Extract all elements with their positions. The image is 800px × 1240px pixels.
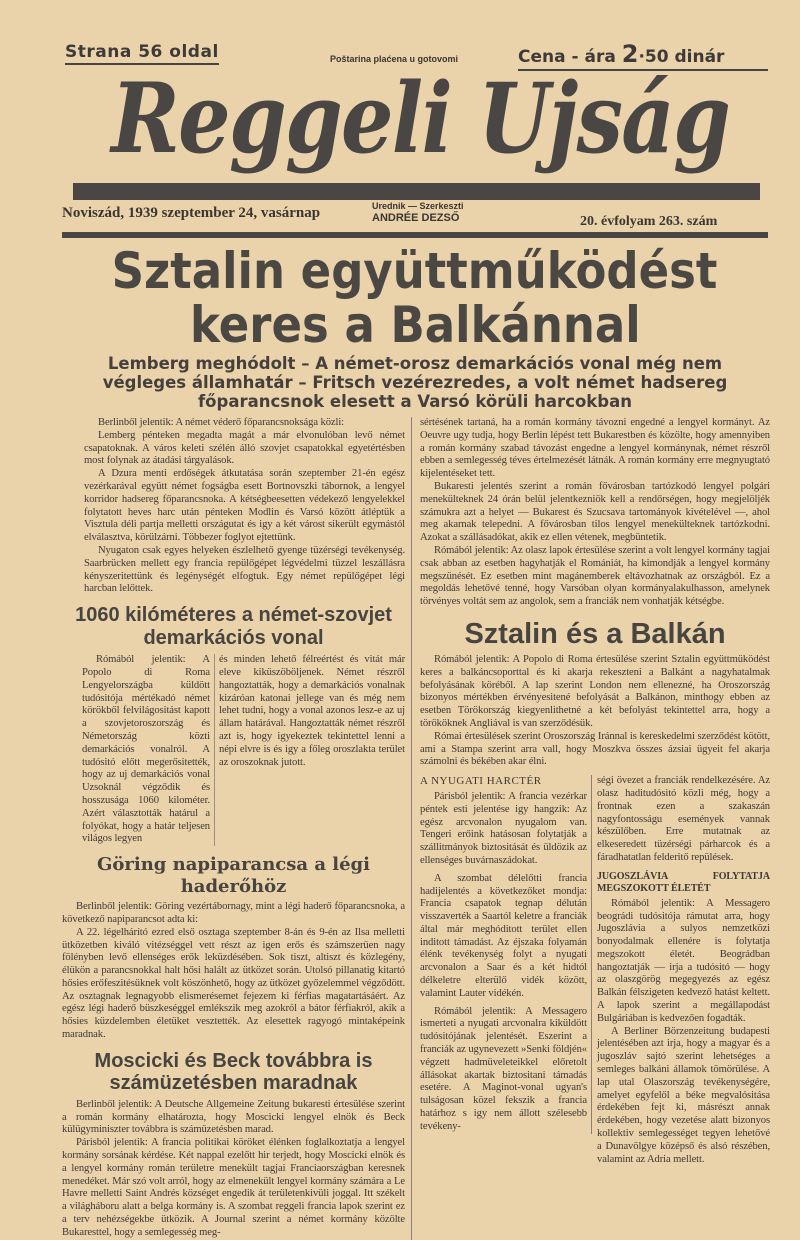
article-1060-headline: 1060 kilóméteres a német-szovjet demarkációs vonal (75, 604, 392, 650)
paragraph: A Berliner Börzenzeitung budapesti jelentésében azt irja, hogy a magyar és a jugoszláv sajtó szerint lehetséges a semleges balkáni államok tömörülése. A lap utal Olaszország tevékenységére, amelyet egyfelől a béke megvalósitása érdekében fejt ki, másrészt annak érdekében, hogy vezetése alatt bizonyos kollektiv semlegességet tegyen lehetővé a Dunavölgye középső és alsó részében, valamint az Adria mellett. (597, 1025, 770, 1165)
postage-note: Poštarina plaćena u gotovomi (330, 54, 459, 64)
dateline: Noviszád, 1939 szeptember 24, vasárnap (62, 205, 321, 221)
article-moscicki-body (62, 1099, 405, 1240)
paragraph: és minden lehető félreértést és vitát már eleve kiküszöböljenek. Német részről hangoztatták, hogy a demarkációs vonalnak kizáróan katonai jellege van és még nem lehet tudni, hogy a vonal azonos lesz-e az uj állam határával. Hangoztatták német részről azt is, hogy igyekeztek tekintettel lenni a népi elvre is és igy a főleg oroszlakta terület az oroszoknak jutott. (219, 654, 405, 768)
article-moscicki-headline: Moscicki és Beck továbbra is számüzetésben maradnak (94, 1049, 373, 1094)
left-column (60, 417, 412, 1240)
section-label: JUGOSZLÁVIA FOLYTATJA MEGSZOKOTT ÉLETÉT (597, 870, 770, 894)
lead-article-right (420, 417, 770, 609)
article-western-front (420, 775, 592, 1134)
paragraph: Berlinből jelentik: Göring vezértábornagy, mint a légi haderő főparancsnoka, a következő napiparancsot adta ki: (62, 901, 405, 925)
masthead-rule (62, 232, 768, 238)
newspaper-logo (70, 58, 770, 180)
paragraph: Rómából jelentik: A Messagero ismerteti a nyugati arcvonalra kiküldött tudósitójának jelentését. Eszerint a franciák az ugynevezett »Senki földjén« végzett hadmüveleteikkel előretolt állásokat akartak biztositani támadás esetére. A Maginot-vonal ugyan's tulságosan közel fekszik a francia határhoz s igy nem állott szélesebb tevékeny- (420, 1005, 587, 1132)
lead-subheadline: Lemberg meghódolt – A német-orosz demarkációs vonal még nem végleges államhatár – Fritsch vezérezredes, a volt német hadsereg főparancsnok elesett a Varsó körüli harcokban (102, 354, 728, 411)
paragraph: A 22. légelhárító ezred első osztaga szeptember 8-án és 9-én az Ilsa melletti ütközetben kiváló vitézséggel vett részt az igen erős és számszerüen nagy fölényben levő ellenséges erők leküzdésében. Sok tiszt, altiszt és közlegény, élükön a parancsnokkal halt hősi halált az ütközet során. Utolsó pillanatig kitartó hősies erőfeszitésüknek volt köszönhető, hogy az ütközet győzelemmel végződött. Az osztagnak legnagyobb elismerésemet fejezem ki férfias magatartásáért. Az egész légi haderő büszkeséggel emlékszik meg azokról a bátor férfiakról, akik a hősies küzdelemben életüket vesztették. Az elesettek ragyogó mintaképeink maradnak. (62, 926, 405, 1041)
lead-headline-text: Sztalin együttműködést (112, 242, 718, 300)
paragraph: Bukaresti jelentés szerint a román fővárosban tartózkodó lengyel polgári menekülteknek 24 órán belül jelentkezniök kell a rendőrségen, hogy megjelöljék számukra azt a helyet — Bukarest és Szucsava tartományok kivételével —, ahol meg akarnak telepedni. A fővárosban tilos lengyel menekülteknek tartózkodni. Azokat a szállásadókat, akik ez ellen vétenek, megbüntetik. (420, 480, 770, 544)
paragraph: Római értesülések szerint Oroszország Iránnal is kereskedelmi szerződést kötött, ami a Stampa szerint arra vall, hogy Moszkva összes ázsiai ügyeit fel akarja számolni és békében akar élni. (420, 730, 770, 768)
lead-headline-line-2 (60, 298, 770, 352)
article-balkan-body (420, 654, 770, 769)
paragraph: A Dzura menti erdőségek átkutatása során szeptember 21-én egész vezérkarával együtt német fogságba esett Bortnovszki tábornok, a lengyel korridor hadsereg főparancsnoka. A kétségbeesetten védekező lengyelekkel folytatott heves harc után pénteken Modlin és Varsó között átléptük a Visztula déli partja melletti országutat és igy a két várost sikerült egymástól elválasztva, körülzárni. Többezer foglyot ejtettünk. (84, 468, 405, 544)
editor-name: ANDRÉE DEZSŐ (372, 212, 460, 224)
masthead-bar (73, 183, 760, 200)
price-prefix: Cena - ára (518, 47, 616, 67)
columns (60, 417, 770, 1240)
article-goring-headline: Göring napiparancsa a légi haderőhöz (97, 854, 370, 898)
page-count-label: Strana 56 oldal (65, 42, 219, 65)
article-1060-col-b (215, 654, 405, 769)
paragraph: Berlinből jelentik: A Deutsche Allgemeine Zeitung bukaresti értesülése szerint a román kormány elhatározta, hogy Moscicki lengyel elnök és Beck külügyminiszter továbbra is számüzetésben marad. (62, 1098, 405, 1136)
right-column (412, 417, 770, 1166)
price-rest: ·50 dinár (638, 47, 725, 67)
page-content (60, 244, 770, 1240)
issue-number: 20. évfolyam 263. szám (580, 214, 718, 229)
article-right-subcolumn (592, 775, 770, 1166)
paragraph: A szombat délelőtti francia hadijelentés a következőket mondja: Francia csapatok tegnap délután visszaverték a Saartól keletre a franciák által már meghóditott terület ellen inditott támadást. Az éjszaka folyamán élénk tevékenység folyt a nyugati arcvonalon a Saar és a két hidtól délkeletre elterülő vidék között, valamint Lauter vidékén. (420, 872, 587, 999)
lead-headline-line-1 (60, 244, 770, 298)
paragraph: Párisból jelentik: A francia politikai köröket élénken foglalkoztatja a lengyel kormány sorsának kérdése. Két nappal ezelőtt hir terjedt, hogy Moscicki elnök és a lengyel kormány román területre menekült tagjai Franciaországban keresnek menedéket. Már szó volt arról, hogy az elmenekült lengyel kormány számára a Le Havre melletti Saint Andrés községet engedik át területenkivüli joggal. Itt székelt a világháboru alatt a belga kormány is. A szombat reggeli francia lapok szerint ez a terv nehézségekbe ütközik. A Journal szerint a német kormány közölte Bukaresttel, hogy a semlegesség meg- (62, 1137, 405, 1238)
paragraph: Nyugaton csak egyes helyeken észlelhető gyenge tüzérségi tevékenység. Saarbrücken mellett egy francia repülőgépet légvédelmi tüzzel leszállásra kényszeritettünk és legénységét elfogtuk. Egy német repülőgépet légi harcban lelőttek. (84, 544, 405, 595)
price-main: 2 (621, 40, 639, 68)
article-goring-body (62, 901, 405, 1042)
paragraph: sértésének tartaná, ha a román kormány távozni engedné a lengyel kormányt. Az Oeuvre ugy tudja, hogy Berlin lépést tett Bukarestben és közölte, hogy amennyiben a román kormány szabad távozást engedne a lengyel kormánynak, német részről ebben a semlegesség téves értelmezését látnák. A román kormány erre megnyugtató kijelentéseket tett. (420, 417, 770, 480)
article-balkan-headline: Sztalin és a Balkán (464, 617, 726, 650)
editor-label: Urednik — Szerkeszti (372, 201, 464, 211)
lead-headline-text: keres a Balkánnal (189, 296, 641, 354)
paragraph: Rómából jelentik: A Messagero beográdi tudósitója rámutat arra, hogy Jugoszlávia a sulyos nemzetközi bonyodalmak ellenére is folytatja megszokott életét. Beográdban hangoztatják — irja a tudósitó — hogy az olaszgörög megegyezés az egész Balkán félszigeten kedvező hatást keltett. A lapok szerint a megállapodást Bulgáriában is kedvezően fogadták. (597, 897, 770, 1024)
paragraph: Párisból jelentik: A francia vezérkar péntek esti jelentése igy hangzik: Az egész arcvonalon nyugalom van. Tengeri erőink hatásosan folytatják a szállitmányok biztositását és üldözik az ellenséges buvárnaszádokat. (420, 790, 587, 866)
editor-block (372, 200, 464, 224)
paragraph: Rómából jelentik: A Popolo di Roma Lengyelországba küldött tudósitója mértékadó német körökből felvilágositást kapott a szovjetoroszország és Németország közti demarkációs vonalról. A tudósitó előtt megerősitették, hogy az uj demarkációs vonal Uzsoknál végződik és hosszusága 1060 kilométer. Azért választották határul a folyókat, hogy a határ teljesen világos legyen (82, 654, 210, 845)
paragraph: ségi övezet a franciák rendelkezésére. Az olasz haditudósitó közli még, hogy a frontnak ezen a szakaszán nagyfontosságu események vannak készülőben. Erre mutatnak az elkeseredett tüzérségi párharcok és a fáradhatatlan felderitő repülések. (597, 775, 770, 863)
section-label: A NYUGATI HARCTÉR (420, 775, 542, 788)
paragraph: Rómából jelentik: Az olasz lapok értesülése szerint a volt lengyel kormány tagjai csak abban az esetben hagyhatják el Romániát, ha kimondják a lengyel kormány megszünését. Ez esetben mint magánemberek eltávozhatnak az országból. Ez a megoldás lehetővé tenné, hogy Varsóban olyan kormányalakulhasson, amelynek törvényes voltát sem az angolok, sem a franciák nem vonhatják kétségbe. (420, 544, 770, 608)
lead-article-left (62, 417, 405, 596)
article-1060-columns (62, 654, 405, 846)
newspaper-logo-text: Reggeli Ujság (111, 62, 729, 175)
right-subcolumns (420, 775, 770, 1166)
paragraph: Berlinből jelentik: A német véderő főparancsnoksága közli: (98, 417, 345, 428)
paragraph: Lemberg pénteken megadta magát a már elvonulóban levő német csapatoknak. A város keleti szélén álló szovjet csapatokkal egyetértésben most folynak az átadási tárgyalások. (84, 429, 405, 467)
paragraph: Rómából jelentik: A Popolo di Roma értesülése szerint Sztalin együttmüködést keres a balkáncsoporttal és ki akarja rekeszteni a Balkánt a nagyhatalmak befolyásának köréből. A lap szerint London nem ellenezné, ha Oroszország bizonyos mértékben érvényesitené befolyását a Balkánon, minthogy ebben az esetben Törökország kiegyenlithetné a két befolyást tekintettel arra, hogy a törököknek Angliával is van szerződésük. (420, 653, 770, 729)
article-1060-col-a (62, 654, 215, 846)
